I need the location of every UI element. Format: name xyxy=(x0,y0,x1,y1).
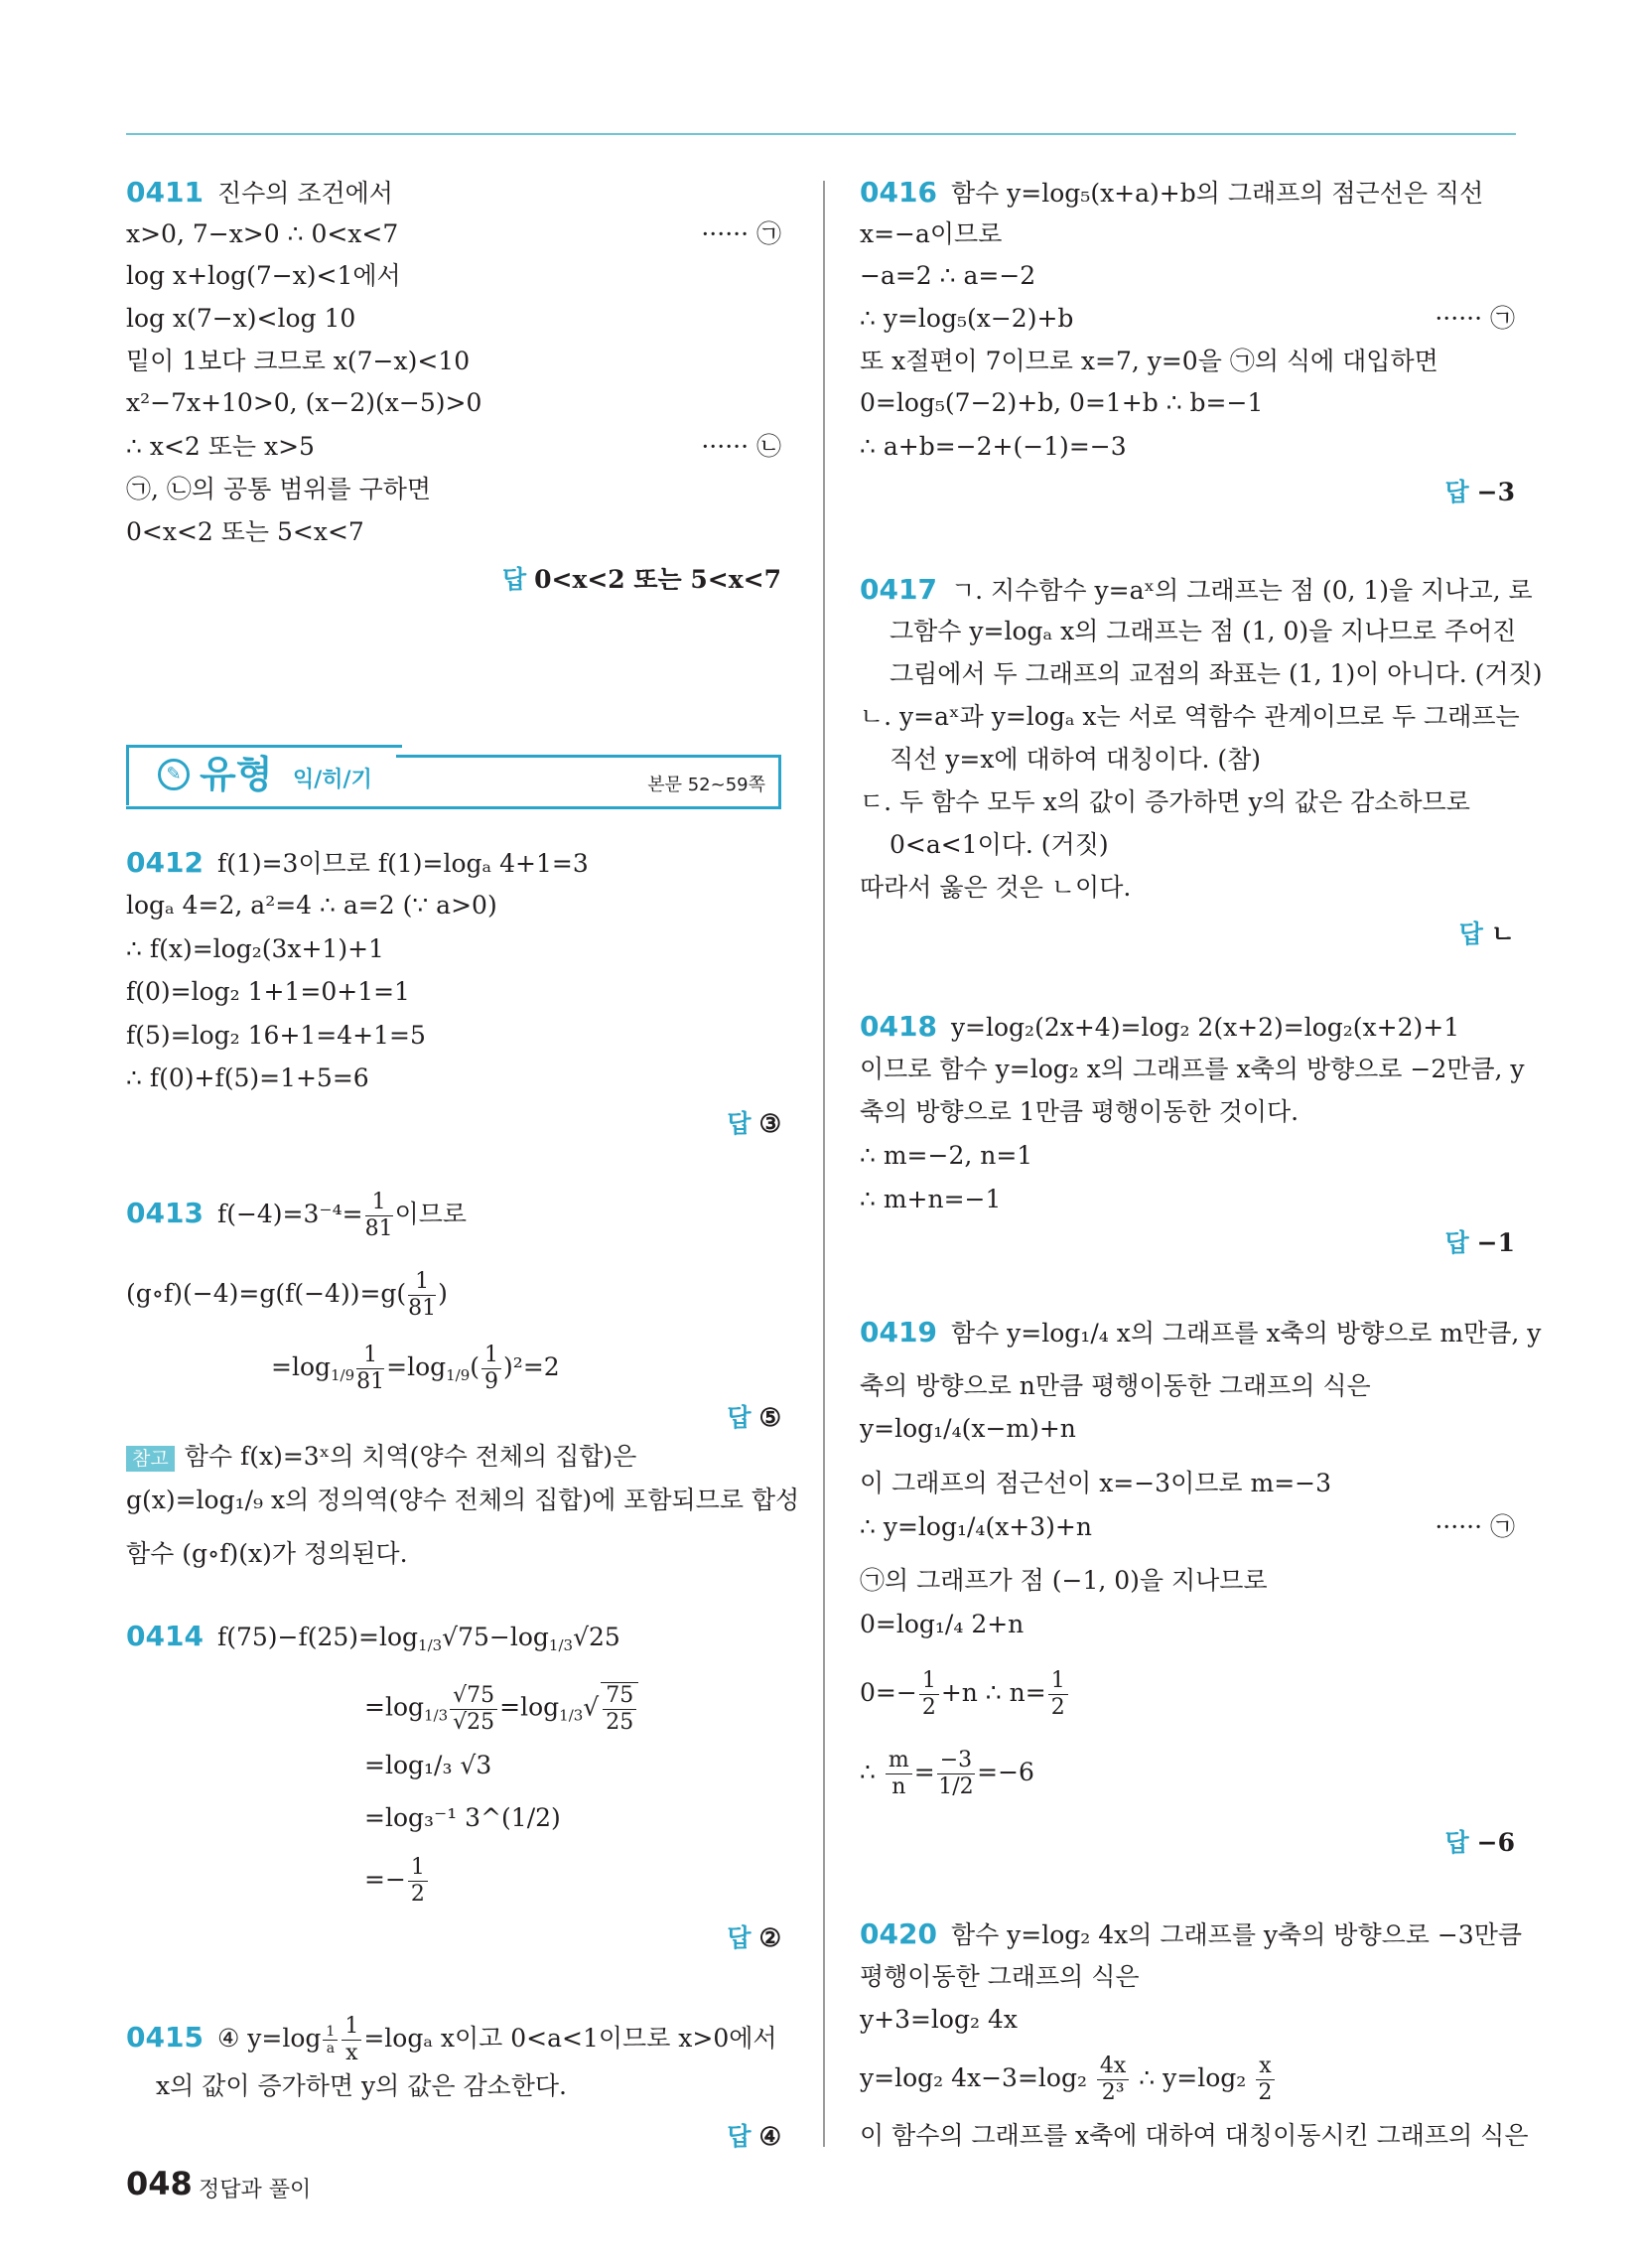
fraction: $\frac{1}{a}$ xyxy=(323,2024,338,2056)
solution-line: logₐ 4=2, a²=4 ∴ a=2 (∵ a>0) xyxy=(126,891,497,920)
solution-line: ㄷ. 두 함수 모두 x의 값이 증가하면 y의 값은 감소하므로 xyxy=(860,787,1470,816)
solution-line: ∴ f(0)+f(5)=1+5=6 xyxy=(126,1063,369,1092)
note-line: g(x)=log₁/₉ x의 정의역(양수 전체의 집합)에 포함되므로 합성 xyxy=(126,1486,800,1514)
solution-line: x=−a이므로 xyxy=(860,219,1003,248)
solution-line: log x+log(7−x)<1에서 xyxy=(126,261,401,290)
solution-line: 축의 방향으로 n만큼 평행이동한 그래프의 식은 xyxy=(860,1371,1371,1400)
answer: 답 ④ xyxy=(727,2122,781,2151)
solution-line: 이므로 함수 y=log₂ x의 그래프를 x축의 방향으로 −2만큼, y xyxy=(860,1055,1525,1083)
answer: 답 −3 xyxy=(1444,478,1515,506)
pencil-icon: ✎ xyxy=(158,759,190,790)
problem-number: 0413 xyxy=(126,1197,204,1229)
fraction: $\frac{-3}{1/2}$ xyxy=(938,1748,974,1799)
solution-line: 0=log₁/₄ 2+n xyxy=(860,1610,1025,1638)
solution-line: ㄴ. y=aˣ과 y=logₐ x는 서로 역함수 관계이므로 두 그래프는 xyxy=(860,702,1520,731)
type-title: 유형 xyxy=(200,753,273,796)
solution-line: ㉠의 그래프가 점 (−1, 0)을 지나므로 xyxy=(860,1566,1268,1595)
solution-line: 0<a<1이다. (거짓) xyxy=(889,830,1109,859)
answer-prefix: 답 xyxy=(501,565,527,594)
problem-number: 0416 xyxy=(860,176,937,209)
fraction: $\frac{1}{9}$ xyxy=(481,1343,501,1395)
solution-line: 그함수 y=logₐ x의 그래프는 점 (1, 0)을 지나므로 주어진 xyxy=(889,617,1517,645)
solution-line: 진수의 조건에서 xyxy=(216,179,393,208)
column-divider xyxy=(823,181,825,2147)
fraction: $\frac{1}{2}$ xyxy=(919,1668,939,1721)
fraction: $\frac{m}{n}$ xyxy=(886,1748,912,1800)
solution-line: x²−7x+10>0, (x−2)(x−5)>0 xyxy=(126,388,482,417)
equation-tag: ······ ㉠ xyxy=(701,219,781,248)
solution-line: log x(7−x)<log 10 xyxy=(126,304,356,333)
solution-line: 직선 y=x에 대하여 대칭이다. (참) xyxy=(889,745,1262,774)
solution-line: ∴ y=log₅(x−2)+b xyxy=(860,304,1074,333)
solution-line: x>0, 7−x>0 ∴ 0<x<7 xyxy=(126,219,399,248)
solution-line: 축의 방향으로 1만큼 평행이동한 것이다. xyxy=(860,1097,1300,1126)
problem-number: 0417 xyxy=(860,573,937,606)
solution-line: 이 그래프의 점근선이 x=−3이므로 m=−3 xyxy=(860,1469,1331,1497)
solution-line: 또 x절편이 7이므로 x=7, y=0을 ㉠의 식에 대입하면 xyxy=(860,347,1438,375)
solution-line: ∴ x<2 또는 x>5 xyxy=(126,432,315,461)
answer: 답 ㄴ xyxy=(1458,920,1515,948)
footer-label: 정답과 풀이 xyxy=(199,2178,312,2202)
problem-number: 0411 xyxy=(126,176,204,209)
problem-number: 0415 xyxy=(126,2021,204,2054)
type-section-header xyxy=(126,745,781,809)
solution-line: ∴ a+b=−2+(−1)=−3 xyxy=(860,432,1127,461)
answer: 답 −1 xyxy=(1444,1228,1515,1257)
solution-line: ∴ m+n=−1 xyxy=(860,1185,1002,1213)
solution-line: 따라서 옳은 것은 ㄴ이다. xyxy=(860,873,1132,902)
solution-line: y+3=log₂ 4x xyxy=(860,2005,1018,2034)
page-reference: 본문 52~59쪽 xyxy=(647,775,765,795)
problem-number: 0412 xyxy=(126,846,204,879)
fraction: $\frac{1}{81}$ xyxy=(408,1269,437,1321)
page-number: 048 xyxy=(126,2165,193,2202)
note-line: 함수 (g∘f)(x)가 정의된다. xyxy=(126,1539,408,1568)
solution-line: ∴ y=log₁/₄(x+3)+n xyxy=(860,1512,1092,1541)
answer: 답 0<x<2 또는 5<x<7 xyxy=(501,565,781,594)
answer: 답 ③ xyxy=(727,1109,781,1138)
fraction: $\frac{1}{2}$ xyxy=(408,1855,428,1908)
solution-line: x의 값이 증가하면 y의 값은 감소한다. xyxy=(156,2071,568,2100)
type-subtitle: 익/히/기 xyxy=(293,768,372,792)
equation-tag: ······ ㉠ xyxy=(1435,1512,1515,1541)
note-tag: 참고 xyxy=(126,1446,175,1472)
fraction: $\frac{4x}{\text{2³}}$ xyxy=(1097,2054,1129,2106)
solution-line: 평행이동한 그래프의 식은 xyxy=(860,1962,1140,1991)
header-rule xyxy=(126,133,1516,135)
fraction: $\frac{1}{81}$ xyxy=(356,1343,385,1394)
problem-number: 0419 xyxy=(860,1316,937,1348)
answer: 답 ② xyxy=(727,1923,781,1952)
problem-number: 0414 xyxy=(126,1620,204,1652)
solution-line: 0<x<2 또는 5<x<7 xyxy=(126,517,364,546)
problem-number: 0420 xyxy=(860,1917,937,1950)
solution-line: 그림에서 두 그래프의 교점의 좌표는 (1, 1)이 아니다. (거짓) xyxy=(889,659,1543,688)
solution-line: ∴ f(x)=log₂(3x+1)+1 xyxy=(126,934,384,963)
fraction: $\frac{1}{2}$ xyxy=(1048,1668,1068,1721)
problem-number: 0418 xyxy=(860,1010,937,1043)
fraction: $\frac{1}{x}$ xyxy=(342,2014,361,2066)
fraction: $\frac{75}{25}$ xyxy=(601,1682,638,1736)
solution-line: 0=log₅(7−2)+b, 0=1+b ∴ b=−1 xyxy=(860,388,1264,417)
fraction: $\frac{√75}{√25}$ xyxy=(450,1683,497,1736)
solution-line: ㉠, ㉡의 공통 범위를 구하면 xyxy=(126,475,432,503)
fraction: $\frac{1}{81}$ xyxy=(364,1190,393,1241)
solution-line: y=log₁/₄(x−m)+n xyxy=(860,1414,1076,1443)
answer: 답 −6 xyxy=(1444,1828,1515,1857)
equation-tag: ······ ㉡ xyxy=(701,432,781,461)
fraction: $\frac{x}{2}$ xyxy=(1256,2054,1274,2106)
solution-line: =log₁/₃ √3 xyxy=(364,1751,492,1779)
solution-line: f(1)=3이므로 f(1)=logₐ 4+1=3 xyxy=(216,849,589,878)
answer: 답 ⑤ xyxy=(727,1403,781,1432)
solution-line: ∴ m=−2, n=1 xyxy=(860,1141,1033,1170)
solution-line: 밑이 1보다 크므로 x(7−x)<10 xyxy=(126,347,471,375)
solution-line: f(0)=log₂ 1+1=0+1=1 xyxy=(126,977,410,1006)
solution-line: =log₃⁻¹ 3^(1/2) xyxy=(364,1803,561,1832)
solution-line: −a=2 ∴ a=−2 xyxy=(860,261,1036,290)
equation-tag: ······ ㉠ xyxy=(1435,304,1515,333)
solution-line: 이 함수의 그래프를 x축에 대하여 대칭이동시킨 그래프의 식은 xyxy=(860,2121,1529,2150)
solution-line: f(5)=log₂ 16+1=4+1=5 xyxy=(126,1021,426,1050)
